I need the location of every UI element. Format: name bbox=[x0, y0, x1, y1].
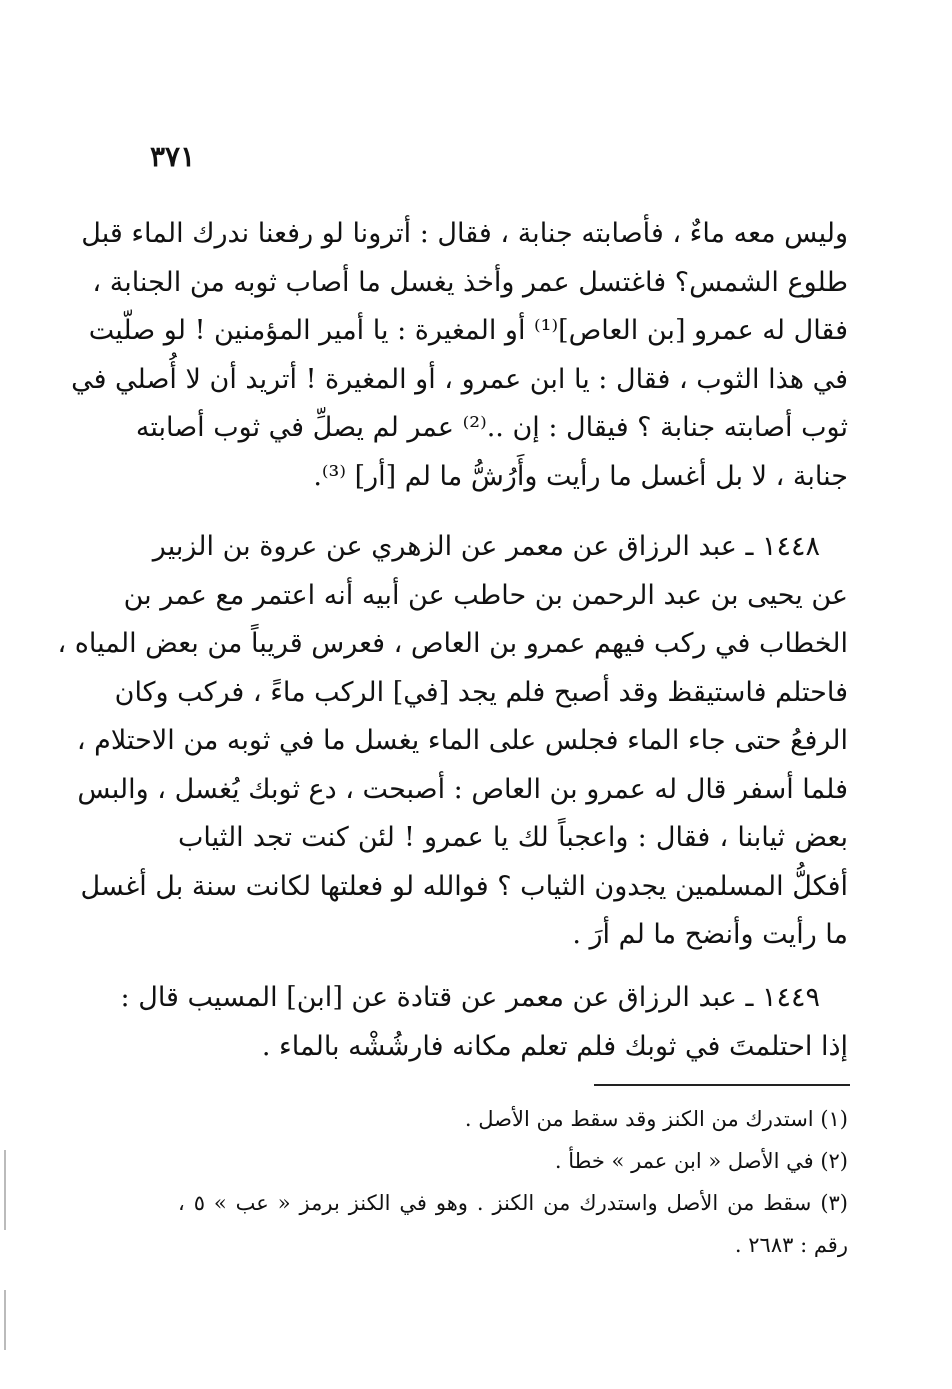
text-line: ما رأيت وأنضح ما لم أرَ . bbox=[572, 919, 848, 950]
footnote: (٢) في الأصل « ابن عمر » خطأ . bbox=[554, 1149, 848, 1173]
text-line: بعض ثيابنا ، فقال : واعجباً لك يا عمرو ! لئن كنت تجد الثياب bbox=[178, 822, 848, 853]
paragraph-continuation bbox=[71, 210, 848, 501]
text-line: إذا احتلمتَ في ثوبك فلم تعلم مكانه فارشُشْه بالماء . bbox=[261, 1030, 848, 1062]
text-line: فقال له عمرو [بن العاص]⁽¹⁾ أو المغيرة : يا أمير المؤمنين ! لو صلّيت bbox=[88, 315, 848, 346]
text-line: في هذا الثوب ، فقال : يا ابن عمرو ، أو المغيرة ! أتريد أن لا أُصلي في bbox=[71, 363, 848, 395]
text-line: جنابة ، لا بل أغسل ما رأيت وأَرُشُّ ما لم [أر] ⁽³⁾. bbox=[313, 460, 848, 492]
text-line: ١٤٤٩ ـ عبد الرزاق عن معمر عن قتادة عن [ابن] المسيب قال : bbox=[120, 982, 820, 1013]
text-line: ١٤٤٨ ـ عبد الرزاق عن معمر عن الزهري عن عروة بن الزبير bbox=[152, 531, 820, 562]
page-number: ٣٧١ bbox=[150, 140, 196, 173]
text-line: الرفعُ حتى جاء الماء فجلس على الماء يغسل ما في ثوبه من الاحتلام ، bbox=[76, 725, 848, 756]
footnote: (٣) سقط من الأصل واستدرك من الكنز . وهو في الكنز برمز « عب » ٥ ، bbox=[178, 1191, 848, 1215]
scan-edge-mark bbox=[4, 1150, 6, 1230]
text-line: عن يحيى بن عبد الرحمن بن حاطب عن أبيه أنه اعتمر مع عمر بن bbox=[123, 579, 848, 611]
hadith-1448 bbox=[57, 523, 848, 960]
hadith-1449 bbox=[120, 974, 848, 1071]
scan-edge-mark bbox=[4, 1290, 6, 1350]
text-line: فاحتلم فاستيقظ وقد أصبح فلم يجد [في] الركب ماءً ، فركب وكان bbox=[114, 676, 848, 708]
text-line: الخطاب في ركب فيهم عمرو بن العاص ، فعرس قريباً من بعض المياه ، bbox=[57, 628, 848, 659]
text-line: ثوب أصابته جنابة ؟ فيقال : إن ..⁽²⁾ عمر لم يصلِّ في ثوب أصابته bbox=[135, 412, 848, 443]
text-line: وليس معه ماءٌ ، فأصابته جنابة ، فقال : أترونا لو رفعنا ندرك الماء قبل bbox=[81, 218, 848, 249]
text-line: أفكلُّ المسلمين يجدون الثياب ؟ فوالله لو فعلتها لكانت سنة بل أغسل bbox=[80, 870, 848, 902]
footnote-divider bbox=[594, 1084, 850, 1086]
text-line: طلوع الشمس؟ فاغتسل عمر وأخذ يغسل ما أصاب ثوبه من الجنابة ، bbox=[92, 266, 848, 298]
footnote-continuation: رقم : ٢٦٨٣ . bbox=[734, 1233, 848, 1257]
footnote: (١) استدرك من الكنز وقد سقط من الأصل . bbox=[464, 1107, 848, 1131]
footnotes bbox=[178, 1098, 848, 1266]
text-line: فلما أسفر قال له عمرو بن العاص : أصبحت ، دع ثوبك يُغسل ، والبس bbox=[77, 773, 848, 805]
